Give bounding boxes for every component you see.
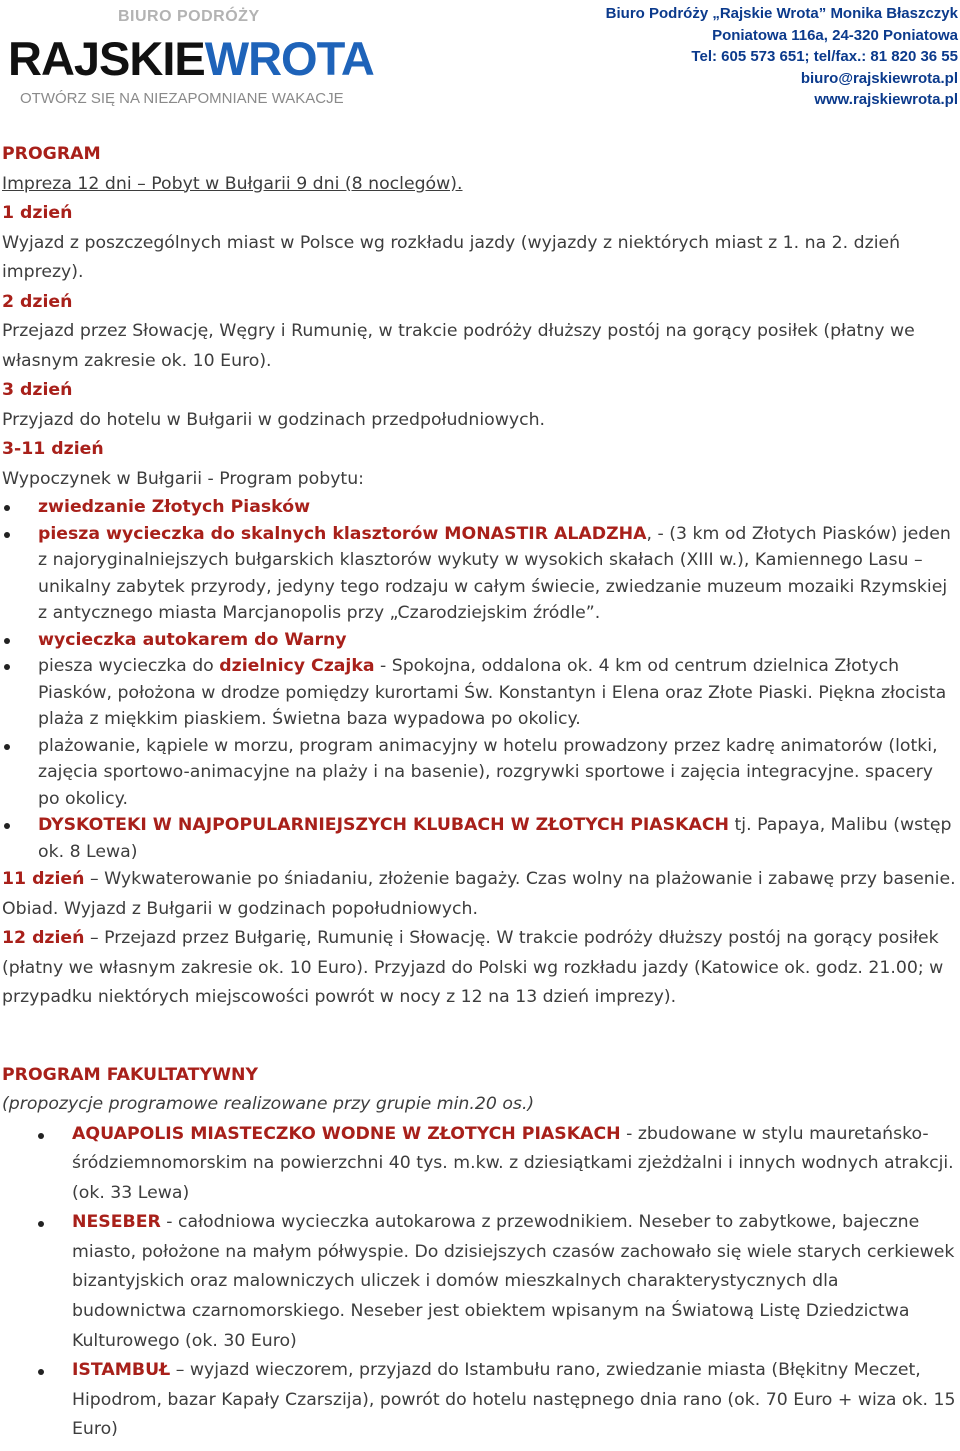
list-item	[2, 733, 958, 813]
list-item-text: , - (3 km od Złotych Piasków) jeden z najoryginalniejszych bułgarskich klasztorów wykuty w wysokich skałach (XIII w.), Kamiennego Lasu – unikalny zabytek przyrody, jedyny tego rodzaju w całym świecie, zwiedzanie muzeum mozaiki Rzymskiej z antycznego miasta Marcjanopolis przy „Czarodziejskim źródle”.	[38, 523, 951, 623]
day-2-label: 2 dzień	[2, 291, 73, 312]
day-1-text: Wyjazd z poszczególnych miast w Polsce wg rozkładu jazdy (wyjazdy z niektórych miast z 1. na 2. dzień imprezy).	[2, 232, 901, 282]
day-11-paragraph	[2, 865, 958, 924]
section-gap	[2, 1013, 958, 1061]
program-subtitle: Impreza 12 dni – Pobyt w Bułgarii 9 dni (8 noclegów).	[2, 173, 463, 194]
list-item-text: tj. Papaya, Malibu (wstęp ok. 8 Lewa)	[38, 815, 952, 862]
day-11-label: 11 dzień	[2, 869, 85, 889]
contact-address: Poniatowa 116a, 24-320 Poniatowa	[712, 26, 958, 44]
list-item-text: piesza wycieczka do	[38, 656, 220, 676]
list-item-text: - Spokojna, oddalona ok. 4 km od centrum dzielnica Złotych Piasków, położona w drodze pomiędzy kurortami Św. Konstantyn i Elena oraz Złote Piaski. Piękna złocista plaża z miękkim piaskiem. Świetna baza wypadowa po okolicy.	[38, 656, 947, 729]
logo-wordmark-part2: WROTA	[204, 32, 374, 85]
list-item-bold: zwiedzanie Złotych Piasków	[38, 497, 311, 517]
day-3-text: Przyjazd do hotelu w Bułgarii w godzinach przedpołudniowych.	[2, 409, 546, 430]
optional-program-note: (propozycje programowe realizowane przy grupie min.20 os.)	[2, 1094, 535, 1114]
list-item-bold: ISTAMBUŁ	[72, 1360, 171, 1381]
logo-top-text: BIURO PODRÓŻY	[118, 8, 260, 25]
list-item-bold: wycieczka autokarem do Warny	[38, 629, 347, 650]
list-item	[2, 653, 958, 733]
optional-program-list	[2, 1120, 958, 1446]
contact-block	[606, 3, 958, 111]
document-body	[2, 140, 958, 1445]
list-item-text: - zbudowane w stylu mauretańsko-śródziemnomorskim na powierzchni 40 tys. m.kw. z dziesiątkami zjeżdżalni i innych wodnych atrakcji. (ok. 33 Lewa)	[72, 1123, 954, 1203]
list-item	[2, 521, 958, 627]
list-item	[2, 1356, 958, 1445]
day-12-paragraph	[2, 924, 958, 1013]
day-11-text: – Wykwaterowanie po śniadaniu, złożenie bagaży. Czas wolny na plażowanie i zabawę przy basenie. Obiad. Wyjazd z Bułgarii w godzinach popołudniowych.	[2, 869, 956, 919]
agency-logo	[8, 4, 378, 107]
list-item	[2, 627, 958, 654]
logo-wordmark-part1: RAJSKIE	[8, 32, 205, 85]
contact-phone: Tel: 605 573 651; tel/fax.: 81 820 36 55	[691, 48, 958, 65]
list-item	[2, 494, 958, 521]
list-item-bold: DYSKOTEKI W NAJPOPULARNIEJSZYCH KLUBACH W ZŁOTYCH PIASKACH	[38, 815, 730, 835]
contact-email-link[interactable]: biuro@rajskiewrota.pl	[800, 69, 958, 87]
day-3-11-label: 3-11 dzień	[2, 439, 104, 459]
contact-website-link[interactable]: www.rajskiewrota.pl	[814, 91, 958, 108]
day-3-label: 3 dzień	[2, 380, 73, 400]
list-item-bold: dzielnicy Czajka	[219, 656, 375, 676]
stay-program-list	[2, 494, 958, 865]
day-2-text: Przejazd przez Słowację, Węgry i Rumunię, w trakcie podróży dłuższy postój na gorący posiłek (płatny we własnym zakresie ok. 10 Euro).	[2, 321, 915, 371]
list-item-text: plażowanie, kąpiele w morzu, program animacyjny w hotelu prowadzony przez kadrę animatorów (lotki, zajęcia sportowo-animacyjne na plaży i na basenie), rozgrywki sportowe i zajęcia integracyjne. spacery po okolicy.	[38, 735, 938, 809]
program-title: PROGRAM	[2, 144, 101, 164]
contact-company: Biuro Podróży „Rajskie Wrota” Monika Błaszczyk	[605, 5, 958, 22]
list-item	[2, 812, 958, 865]
list-item-text: - całodniowa wycieczka autokarowa z przewodnikiem. Neseber to zabytkowe, bajeczne miasto, położone na małym półwyspie. Do dzisiejszych czasów zachowało się wiele starych cerkiewek bizantyjskich oraz malowniczych uliczek i domów mieszkalnych charakterystycznych dla budownictwa czarnomorskiego. Neseber jest obiektem wpisanym na Światową Listę Dziedzictwa Kulturowego (ok. 30 Euro)	[72, 1212, 955, 1351]
logo-wordmark	[8, 34, 378, 84]
list-item-text: – wyjazd wieczorem, przyjazd do Istambułu rano, zwiedzanie miasta (Błękitny Meczet, Hipodrom, bazar Kapały Czarszija), powrót do hotelu następnego dnia rano (ok. 70 Euro + wiza ok. 15 Euro)	[72, 1360, 956, 1440]
page-header	[0, 0, 960, 125]
day-1-label: 1 dzień	[2, 203, 73, 223]
list-item-bold: AQUAPOLIS MIASTECZKO WODNE W ZŁOTYCH PIASKACH	[72, 1123, 621, 1144]
list-item-bold: NESEBER	[72, 1212, 161, 1233]
list-item-bold: piesza wycieczka do skalnych klasztorów MONASTIR ALADZHA	[38, 523, 647, 544]
day-12-text: – Przejazd przez Bułgarię, Rumunię i Słowację. W trakcie podróży dłuższy postój na gorący posiłek (płatny we własnym zakresie ok. 10 Euro). Przyjazd do Polski wg rozkładu jazdy (Katowice ok. godz. 21.00; w przypadku niektórych miejscowości powrót w nocy z 12 na 13 dzień imprezy).	[2, 928, 944, 1007]
day-3-11-text: Wypoczynek w Bułgarii - Program pobytu:	[2, 468, 364, 489]
list-item	[2, 1208, 958, 1356]
logo-tagline: OTWÓRZ SIĘ NA NIEZAPOMNIANE WAKACJE	[20, 90, 344, 107]
list-item	[2, 1120, 958, 1209]
optional-program-title: PROGRAM FAKULTATYWNY	[2, 1064, 259, 1085]
day-12-label: 12 dzień	[2, 928, 85, 948]
